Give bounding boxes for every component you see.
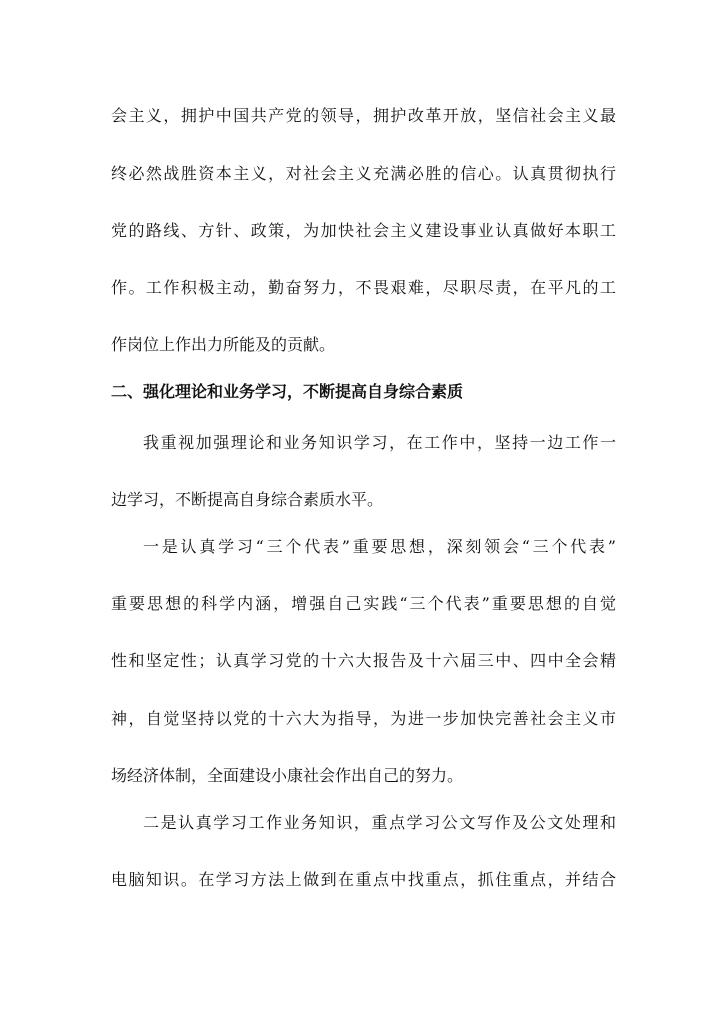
paragraph-line: 边学习，不断提高自身综合素质水平。 [111,490,384,509]
paragraph-line: 场经济体制，全面建设小康社会作出自己的努力。 [111,766,464,785]
paragraph-line: 一是认真学习“三个代表”重要思想，深刻领会“三个代表” [143,537,616,556]
paragraph-line: 终必然战胜资本主义，对社会主义充满必胜的信心。认真贯彻执行 [111,164,616,183]
section-heading: 二、强化理论和业务学习，不断提高自身综合素质 [111,382,464,401]
paragraph-line: 作岗位上作出力所能及的贡献。 [111,335,336,354]
paragraph-line: 神，自觉坚持以党的十六大为指导，为进一步加快完善社会主义市 [111,709,616,728]
paragraph-line: 性和坚定性；认真学习党的十六大报告及十六届三中、四中全会精 [111,651,616,670]
paragraph-line: 我重视加强理论和业务知识学习，在工作中，坚持一边工作一 [143,433,616,452]
paragraph-line: 党的路线、方针、政策，为加快社会主义建设事业认真做好本职工 [111,221,616,240]
paragraph-line: 重要思想的科学内涵，增强自己实践“三个代表”重要思想的自觉 [111,594,616,613]
paragraph-line: 二是认真学习工作业务知识，重点学习公文写作及公文处理和 [143,813,616,832]
paragraph-line: 电脑知识。在学习方法上做到在重点中找重点，抓住重点，并结合 [111,870,616,889]
paragraph-line: 会主义，拥护中国共产党的领导，拥护改革开放，坚信社会主义最 [111,106,616,125]
paragraph-line: 作。工作积极主动，勤奋努力，不畏艰难，尽职尽责，在平凡的工 [111,278,616,297]
